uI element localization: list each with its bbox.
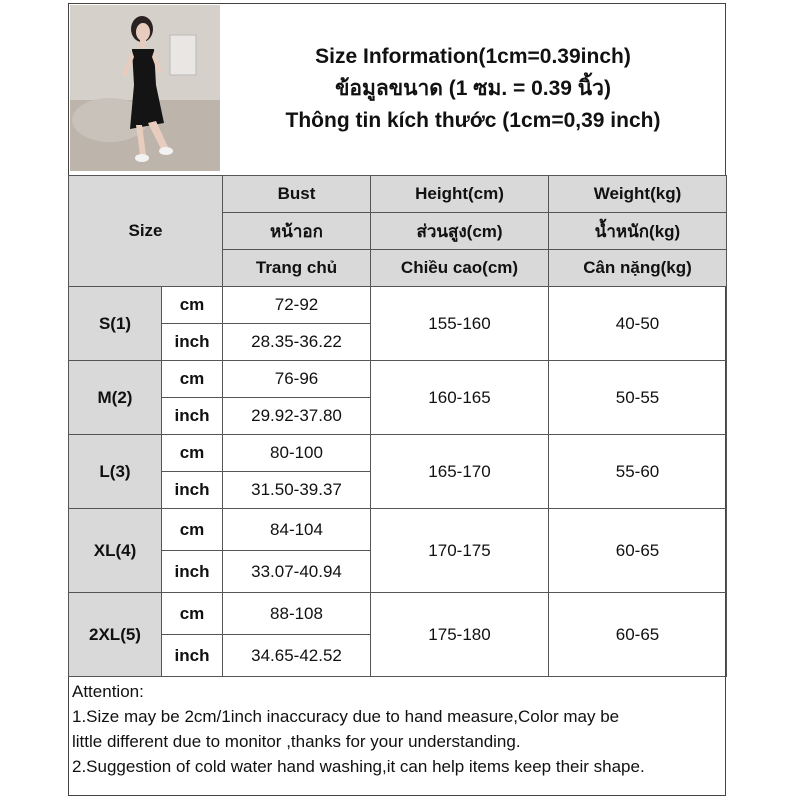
model-image xyxy=(70,5,220,171)
size-label: L(3) xyxy=(69,435,162,509)
unit-inch: inch xyxy=(162,324,223,361)
bust-inch: 28.35-36.22 xyxy=(223,324,371,361)
size-label: XL(4) xyxy=(69,509,162,593)
weight-header-th: น้ำหนัก(kg) xyxy=(549,213,727,250)
title-vietnamese: Thông tin kích thước (1cm=0,39 inch) xyxy=(285,108,661,132)
size-info-title xyxy=(222,5,724,172)
title-thai: ข้อมูลขนาด (1 ซม. = 0.39 นิ้ว) xyxy=(335,76,611,100)
weight-value: 40-50 xyxy=(549,287,727,361)
height-value: 160-165 xyxy=(371,361,549,435)
weight-value: 60-65 xyxy=(549,593,727,677)
bust-header-th: หน้าอก xyxy=(223,213,371,250)
bust-inch: 29.92-37.80 xyxy=(223,398,371,435)
table-row xyxy=(69,361,727,398)
table-row xyxy=(69,287,727,324)
attention-line-3: 2.Suggestion of cold water hand washing,it can help items keep their shape. xyxy=(72,757,645,776)
attention-heading: Attention: xyxy=(72,682,144,701)
size-table xyxy=(68,175,727,677)
height-header-th: ส่วนสูง(cm) xyxy=(371,213,549,250)
attention-line-1: 1.Size may be 2cm/1inch inaccuracy due to hand measure,Color may be xyxy=(72,707,620,726)
table-row xyxy=(69,509,727,551)
bust-cm: 88-108 xyxy=(223,593,371,635)
height-value: 175-180 xyxy=(371,593,549,677)
weight-value: 50-55 xyxy=(549,361,727,435)
size-label: M(2) xyxy=(69,361,162,435)
bust-cm: 84-104 xyxy=(223,509,371,551)
title-english: Size Information(1cm=0.39inch) xyxy=(315,44,631,68)
product-photo xyxy=(70,5,220,171)
unit-inch: inch xyxy=(162,635,223,677)
size-label: S(1) xyxy=(69,287,162,361)
unit-cm: cm xyxy=(162,361,223,398)
attention-notes xyxy=(68,676,726,796)
table-row xyxy=(69,435,727,472)
weight-value: 60-65 xyxy=(549,509,727,593)
bust-inch: 33.07-40.94 xyxy=(223,551,371,593)
size-header: Size xyxy=(69,176,223,287)
weight-value: 55-60 xyxy=(549,435,727,509)
attention-line-2: little different due to monitor ,thanks for your understanding. xyxy=(72,732,521,751)
unit-cm: cm xyxy=(162,287,223,324)
unit-cm: cm xyxy=(162,435,223,472)
bust-header-vi: Trang chủ xyxy=(223,250,371,287)
bust-header-en: Bust xyxy=(223,176,371,213)
unit-cm: cm xyxy=(162,593,223,635)
unit-inch: inch xyxy=(162,551,223,593)
table-row xyxy=(69,593,727,635)
height-header-vi: Chiều cao(cm) xyxy=(371,250,549,287)
bust-cm: 76-96 xyxy=(223,361,371,398)
bust-inch: 34.65-42.52 xyxy=(223,635,371,677)
weight-header-en: Weight(kg) xyxy=(549,176,727,213)
weight-header-vi: Cân nặng(kg) xyxy=(549,250,727,287)
height-value: 155-160 xyxy=(371,287,549,361)
bust-inch: 31.50-39.37 xyxy=(223,472,371,509)
unit-inch: inch xyxy=(162,472,223,509)
unit-cm: cm xyxy=(162,509,223,551)
size-label: 2XL(5) xyxy=(69,593,162,677)
height-value: 165-170 xyxy=(371,435,549,509)
bust-cm: 80-100 xyxy=(223,435,371,472)
height-header-en: Height(cm) xyxy=(371,176,549,213)
bust-cm: 72-92 xyxy=(223,287,371,324)
unit-inch: inch xyxy=(162,398,223,435)
height-value: 170-175 xyxy=(371,509,549,593)
